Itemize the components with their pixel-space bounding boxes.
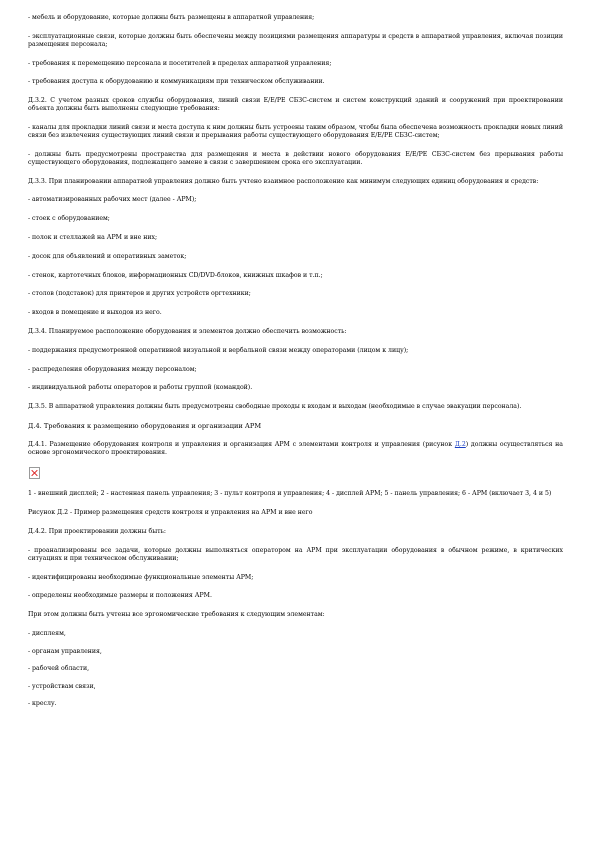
list-item: - дисплеям, <box>28 629 66 637</box>
clause-d-3-3: Д.3.3. При планировании аппаратной управления должно быть учтено взаимное расположение как минимум следующих единиц оборудования и средств: <box>28 177 539 185</box>
list-item: - устройствам связи, <box>28 682 96 690</box>
list-item: - автоматизированных рабочих мест (далее - АРМ); <box>28 196 197 204</box>
list-item: - мебель и оборудование, которые должны быть размещены в аппаратной управления; <box>28 14 315 21</box>
clause-text: ) должны осуществляться на основе эргономического проектирования. <box>28 440 563 456</box>
list-item: - каналы для прокладки линий связи и места доступа к ним должны быть устроены таким образом, чтобы была обеспечена возможность прокладки новых линий связи без извлечения существующих линий связи и прерывания работы существующего оборудования Е/Е/РЕ СБЗС-систем; <box>28 123 563 139</box>
list-item: - креслу. <box>28 700 57 708</box>
list-item: - поддержания предусмотренной оперативной визуальной и вербальной связи между операторами (лицом к лицу); <box>28 346 409 354</box>
list-item: - требования доступа к оборудованию и коммуникациям при техническом обслуживании. <box>28 78 325 86</box>
list-item: - столов (подставок) для принтеров и других устройств оргтехники; <box>28 290 251 298</box>
list-item: - требования к перемещению персонала и посетителей в пределах аппаратной управления; <box>28 59 332 67</box>
list-item: - проанализированы все задачи, которые должны выполняться оператором на АРМ при эксплуатации оборудования в обычном режиме, в критических ситуациях и при техническом обслуживании; <box>28 546 563 562</box>
list-item: - идентифицированы необходимые функциональные элементы АРМ; <box>28 573 254 581</box>
figure-reference-link[interactable]: Д.2 <box>454 440 466 448</box>
list-item: - входов в помещение и выходов из него. <box>28 309 162 317</box>
document-page <box>28 14 563 718</box>
clause-d-3-2: Д.3.2. С учетом разных сроков службы оборудования, линий связи Е/Е/РЕ СБЗС-систем и систем конструкций зданий и сооружений при проектировании объекта должны быть выполнены следующие требования: <box>28 97 563 113</box>
figure-title: Рисунок Д.2 - Пример размещения средств контроля и управления на АРМ и вне него <box>28 509 313 517</box>
list-item: - должны быть предусмотрены пространства для размещения и места в действии нового оборудования Е/Е/РЕ СБЗС-систем без прерывания работы существующего оборудования, подлежащего замене в связи с завершением срока его эксплуатации. <box>28 150 563 166</box>
list-item: - определены необходимые размеры и положения АРМ. <box>28 592 212 600</box>
section-heading: Д.4. Требования к размещению оборудования и организации АРМ <box>28 421 262 430</box>
list-item: - распределения оборудования между персоналом; <box>28 365 197 373</box>
list-item: - рабочей области, <box>28 665 90 673</box>
list-item: - полок и стеллажей на АРМ и вне них; <box>28 233 158 241</box>
list-item: - органам управления, <box>28 647 102 655</box>
list-item: - досок для объявлений и оперативных заметок; <box>28 252 187 260</box>
list-item: - стоек с оборудованием; <box>28 215 110 223</box>
clause-text: Д.4.1. Размещение оборудования контроля и управления и организация АРМ с элементами контроля и управления (рисунок <box>28 440 455 448</box>
paragraph: При этом должны быть учтены все эргономические требования к следующим элементам: <box>28 611 325 619</box>
list-item: - стенок, картотечных блоков, информационных CD/DVD-блоков, книжных шкафов и т.п.; <box>28 271 323 279</box>
clause-d-3-4: Д.3.4. Планируемое расположение оборудования и элементов должно обеспечить возможность: <box>28 327 347 335</box>
figure-legend: 1 - внешний дисплей; 2 - настенная панель управления; 3 - пульт контроля и управления; 4 - дисплей АРМ; 5 - панель управления; 6 - АРМ (включает 3, 4 и 5) <box>28 490 552 498</box>
clause-d-4-1 <box>28 441 563 457</box>
list-item: - индивидуальной работы операторов и работы группой (командой). <box>28 384 253 392</box>
clause-d-3-5: Д.3.5. В аппаратной управления должны быть предусмотрены свободные проходы к входам и выходам (необходимые в случае эвакуации персонала). <box>28 403 522 411</box>
clause-d-4-2: Д.4.2. При проектировании должны быть: <box>28 527 167 535</box>
broken-image-icon <box>29 467 40 479</box>
list-item: - эксплуатационные связи, которые должны быть обеспечены между позициями размещения аппаратуры и средств в аппаратной управления, включая позиции размещения персонала; <box>28 32 563 48</box>
